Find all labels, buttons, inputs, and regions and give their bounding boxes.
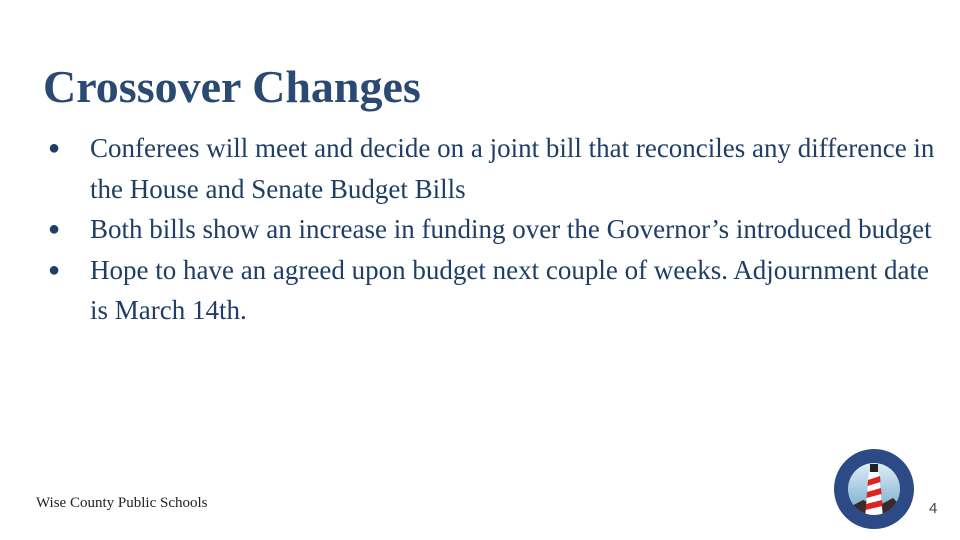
bullet-text: Hope to have an agreed upon budget next couple of weeks. Adjournment date is March 14th. — [90, 254, 929, 325]
footer-text: Wise County Public Schools — [36, 495, 208, 511]
bullet-text: Both bills show an increase in funding over the Governor’s introduced budget — [90, 214, 932, 244]
bullet-list — [48, 128, 938, 331]
bullet-icon: ● — [48, 218, 61, 240]
bullet-icon: ● — [48, 137, 61, 159]
bullet-icon: ● — [48, 258, 61, 281]
bullet-item — [48, 128, 938, 209]
school-logo-icon — [833, 448, 915, 530]
bullet-text: Conferees will meet and decide on a joint bill that reconciles any difference in the House and Senate Budget Bills — [90, 133, 935, 204]
page-number: 4 — [929, 500, 938, 517]
bullet-item — [48, 209, 938, 250]
slide-title: Crossover Changes — [43, 61, 421, 112]
bullet-item — [48, 250, 938, 331]
